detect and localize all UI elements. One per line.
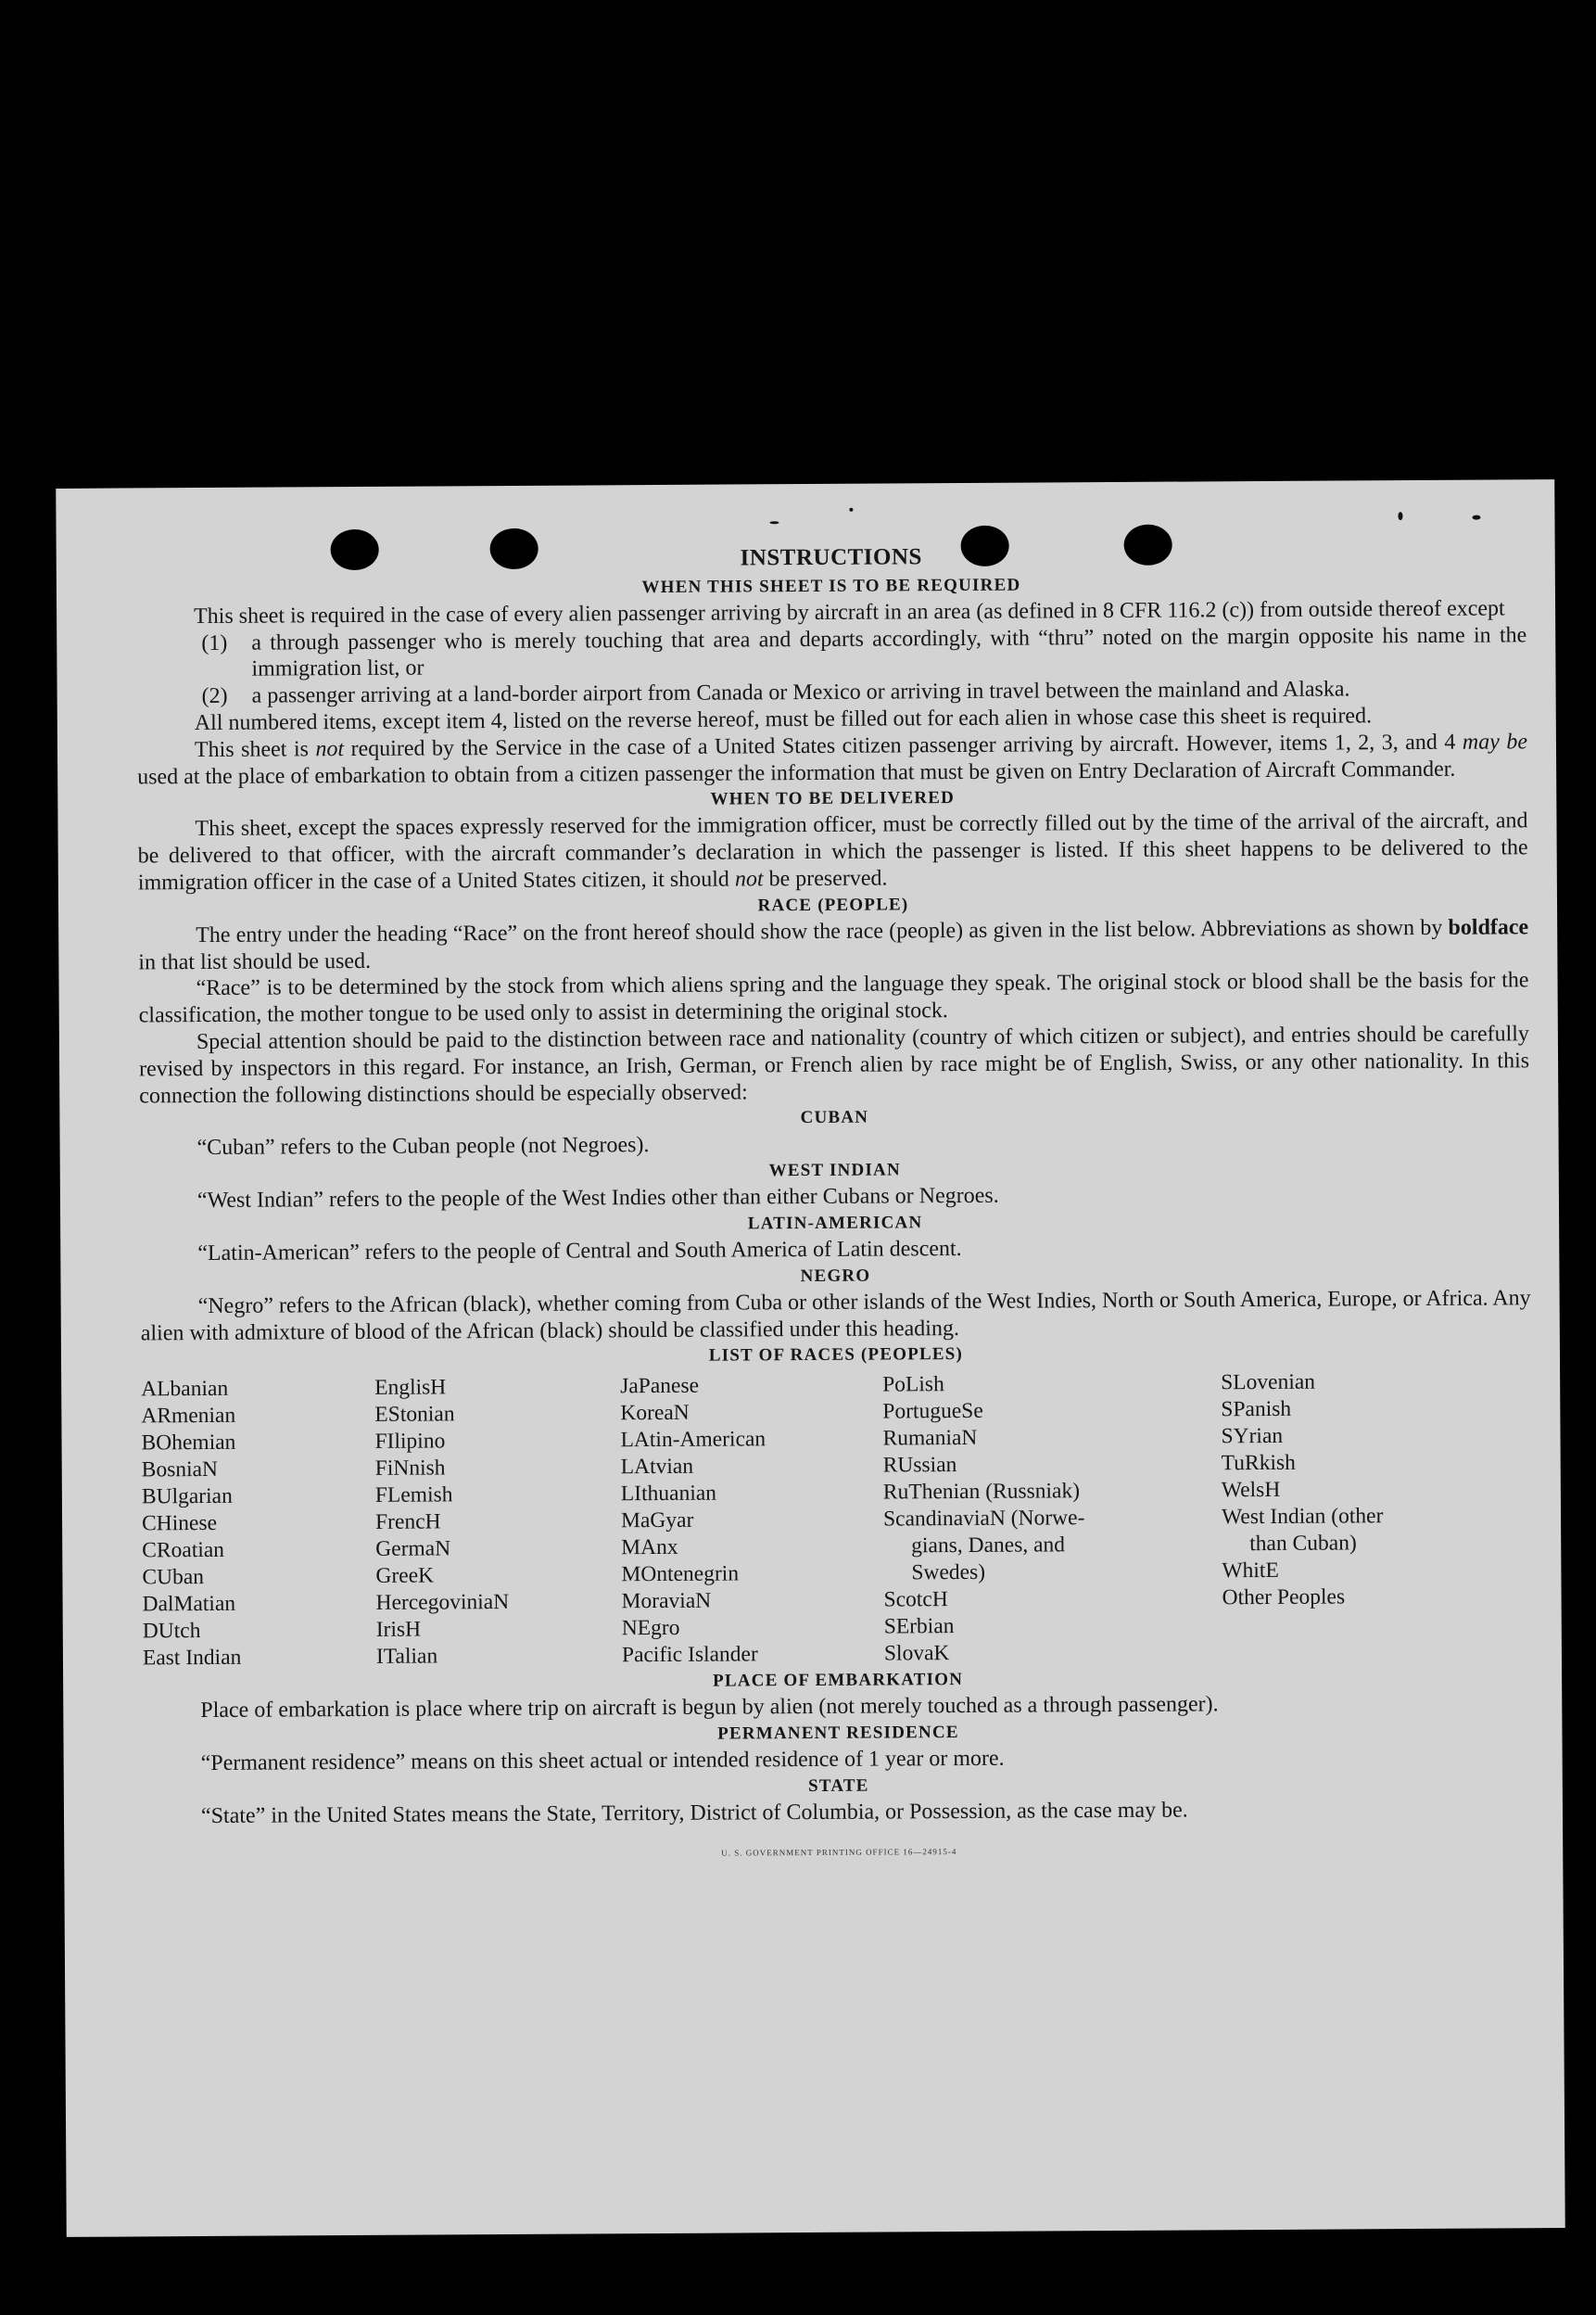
- races-column-2: [374, 1374, 622, 1672]
- race-entry: PoLish: [882, 1372, 944, 1397]
- race-entry: MoraviaN: [621, 1588, 712, 1614]
- races-column-5: [1221, 1368, 1482, 1666]
- race-entry: GermaN: [375, 1536, 451, 1562]
- race-entry: WhitE: [1222, 1558, 1279, 1584]
- section-heading-negro: NEGRO: [800, 1266, 871, 1286]
- race-entry: LIthuanian: [620, 1481, 717, 1507]
- races-column-4: [882, 1370, 1222, 1668]
- race-entry: CHinese: [141, 1511, 218, 1536]
- race-entry: IrisH: [375, 1617, 422, 1643]
- section-heading-latin-american: LATIN-AMERICAN: [747, 1213, 923, 1234]
- section-heading-when-delivered: WHEN TO BE DELIVERED: [710, 788, 956, 810]
- paragraph: Place of embarkation is place where trip on aircraft is begun by alien (not merely touched as a through passenger).: [200, 1692, 1219, 1724]
- race-entry: East Indian: [142, 1646, 242, 1671]
- paragraph: This sheet is required in the case of every alien passenger arriving by aircraft in an area (as defined in 8 CFR 116.2 (c)) from outside thereof except: [194, 596, 1505, 629]
- race-entry: KoreaN: [620, 1401, 690, 1426]
- document-sheet: [56, 479, 1564, 2237]
- paragraph: “Race” is to be determined by the stock from which aliens spring and the language they speak. The original stock or blood shall be the basis for the classification, the mother tongue to be used only to assist in determining the original stock.: [138, 968, 1529, 1028]
- item-text: a passenger arriving at a land-border airport from Canada or Mexico or arriving in travel between the mainland and Alaska.: [251, 677, 1350, 708]
- race-entry: SLovenian: [1221, 1370, 1316, 1395]
- item-text: a through passenger who is merely touching that area and departs accordingly, with “thru” noted on the margin opposite his name in the immigration list, or: [251, 622, 1527, 682]
- paragraph: This sheet is not required by the Service in the case of a United States citizen passenger arriving by aircraft. However, items 1, 2, 3, and 4 may be used at the place of embarkation to obtain from a citizen passenger the information that must be given on Entry Declaration of Aircraft Commander.: [137, 730, 1528, 790]
- page-title: INSTRUCTIONS: [740, 544, 922, 571]
- race-entry: EnglisH: [374, 1375, 447, 1401]
- section-heading-race: RACE (PEOPLE): [757, 895, 909, 916]
- race-entry: Swedes): [911, 1560, 986, 1585]
- race-entry: MOntenegrin: [621, 1561, 740, 1587]
- paragraph: This sheet, except the spaces expressly reserved for the immigration officer, must be correctly filled out by the time of the arrival of the aircraft, and be delivered to that officer, with the aircraft commander’s declaration in which the passenger is listed. If this sheet happens to be delivered to the immigration officer in the case of a United States citizen, it should not be preserved.: [137, 808, 1528, 896]
- race-entry: FiNnish: [374, 1456, 446, 1482]
- section-heading-state: STATE: [808, 1775, 869, 1796]
- race-entry: PortugueSe: [882, 1399, 983, 1424]
- section-heading-cuban: CUBAN: [800, 1107, 869, 1128]
- race-entry: WelsH: [1221, 1478, 1281, 1503]
- race-entry: FLemish: [374, 1482, 453, 1508]
- race-entry: RumaniaN: [882, 1426, 978, 1451]
- race-entry: FIlipino: [374, 1429, 446, 1455]
- race-entry: RuThenian (Russniak): [882, 1479, 1081, 1505]
- section-heading-when-required: WHEN THIS SHEET IS TO BE REQUIRED: [641, 575, 1021, 597]
- race-entry: ScandinaviaN (Norwe-: [882, 1506, 1085, 1532]
- race-entry: FrencH: [374, 1509, 441, 1535]
- race-entry: DUtch: [142, 1619, 201, 1644]
- race-entry: SErbian: [883, 1614, 955, 1639]
- race-entry: CRoatian: [142, 1538, 225, 1563]
- race-entry: NEgro: [621, 1616, 680, 1641]
- race-entry: EStonian: [374, 1402, 455, 1428]
- paragraph: All numbered items, except item 4, listed on the reverse hereof, must be filled out for each alien in whose case this sheet is required.: [194, 704, 1373, 736]
- race-entry: ALbanian: [141, 1377, 229, 1402]
- race-entry: SYrian: [1221, 1424, 1284, 1449]
- race-entry: HercegoviniaN: [375, 1590, 510, 1616]
- race-entry: TuRkish: [1221, 1451, 1296, 1476]
- race-entry: SlovaK: [883, 1641, 950, 1666]
- race-entry: CUban: [142, 1565, 205, 1590]
- race-entry: LAtvian: [620, 1455, 694, 1480]
- item-number: (1): [201, 630, 228, 655]
- race-entry: than Cuban): [1249, 1531, 1357, 1557]
- section-heading-permanent-residence: PERMANENT RESIDENCE: [717, 1723, 959, 1744]
- race-entry: BOhemian: [141, 1431, 236, 1456]
- paragraph: “West Indian” refers to the people of the West Indies other than either Cubans or Negroes.: [196, 1183, 999, 1214]
- race-entry: BosniaN: [141, 1457, 219, 1482]
- race-entry: West Indian (other: [1221, 1504, 1384, 1530]
- race-entry: GreeK: [375, 1563, 435, 1589]
- paragraph: “Cuban” refers to the Cuban people (not Negroes).: [196, 1133, 650, 1161]
- race-entry: gians, Danes, and: [911, 1533, 1066, 1558]
- race-entry: ITalian: [375, 1644, 438, 1670]
- item-number: (2): [201, 684, 228, 709]
- section-heading-embarkation: PLACE OF EMBARKATION: [713, 1670, 964, 1691]
- race-entry: LAtin-American: [620, 1427, 766, 1453]
- paragraph: The entry under the heading “Race” on the front hereof should show the race (people) as given in the list below. Abbreviations as shown by boldface in that list should be used.: [138, 915, 1529, 974]
- list-item: [136, 622, 1526, 684]
- race-entry: ScotcH: [883, 1587, 948, 1612]
- race-entry: Other Peoples: [1222, 1584, 1346, 1610]
- race-entry: SPanish: [1221, 1397, 1292, 1422]
- paragraph: Special attention should be paid to the distinction between race and nationality (country of which citizen or subject), and entries should be carefully revised by inspectors in this regard. For instance, an Irish, German, or French alien by race might be of English, Swiss, or any other nationality. In this connection the following distinctions should be especially observed:: [139, 1022, 1530, 1108]
- paragraph: “Permanent residence” means on this sheet actual or intended residence of 1 year or more.: [200, 1746, 1005, 1776]
- printer-imprint: U. S. GOVERNMENT PRINTING OFFICE 16—24915-4: [721, 1846, 957, 1858]
- races-column-3: [620, 1372, 884, 1670]
- paragraph: “Latin-American” refers to the people of Central and South America of Latin descent.: [197, 1236, 962, 1266]
- instructions-content: [136, 541, 1535, 1870]
- races-column-1: [141, 1375, 376, 1673]
- paragraph: “State” in the United States means the State, Territory, District of Columbia, or Possession, as the case may be.: [200, 1798, 1188, 1828]
- race-entry: MaGyar: [620, 1508, 694, 1533]
- race-entry: ARmenian: [141, 1404, 236, 1429]
- section-heading-list-of-races: LIST OF RACES (PEOPLES): [708, 1344, 964, 1366]
- race-entry: RUssian: [882, 1453, 957, 1478]
- paragraph: “Negro” refers to the African (black), whether coming from Cuba or other islands of the West Indies, North or South America, Europe, or Africa. Any alien with admixture of blood of the African (black) should be classified under this heading.: [140, 1285, 1531, 1345]
- races-list: [141, 1368, 1533, 1673]
- race-entry: MAnx: [621, 1535, 678, 1560]
- race-entry: DalMatian: [142, 1592, 236, 1617]
- race-entry: JaPanese: [620, 1374, 700, 1399]
- section-heading-west-indian: WEST INDIAN: [768, 1160, 901, 1181]
- race-entry: BUlgarian: [141, 1484, 233, 1509]
- race-entry: Pacific Islander: [621, 1642, 758, 1668]
